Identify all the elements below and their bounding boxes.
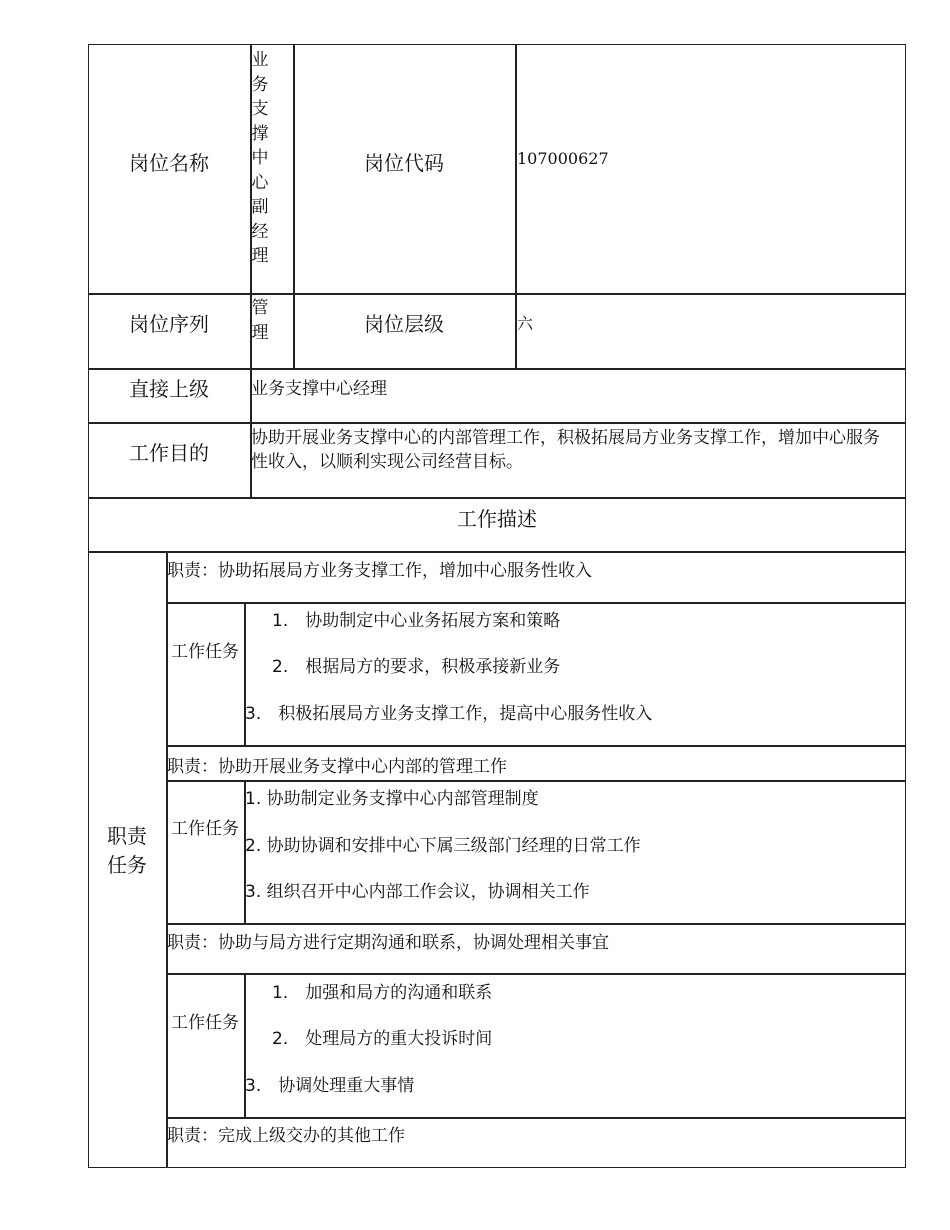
row-divider	[166, 602, 906, 604]
duty-1-task-1: 1. 协助制定中心业务拓展方案和策略	[272, 611, 561, 631]
position-name-label: 岗位名称	[129, 151, 209, 175]
row-divider	[166, 780, 906, 782]
supervisor-label: 直接上级	[129, 377, 209, 401]
row-divider	[88, 551, 906, 553]
supervisor-value: 业务支撑中心经理	[251, 379, 387, 399]
description-title: 工作描述	[457, 507, 537, 531]
duty-2-task-3: 3. 组织召开中心内部工作会议，协调相关工作	[245, 882, 590, 902]
duty-2-tasks-label: 工作任务	[171, 819, 239, 839]
duty-3-task-1: 1. 加强和局方的沟通和联系	[272, 983, 493, 1003]
position-name-value: 业务支撑中心副经理	[251, 50, 269, 266]
column-divider	[244, 602, 246, 746]
position-level-label: 岗位层级	[364, 312, 444, 336]
row-divider	[166, 1117, 906, 1119]
duty-1: 职责：协助拓展局方业务支撑工作，增加中心服务性收入	[167, 561, 592, 581]
row-divider	[88, 422, 906, 424]
duty-2-task-2: 2. 协助协调和安排中心下属三级部门经理的日常工作	[245, 836, 641, 856]
position-series-value: 管理	[251, 298, 269, 343]
duty-3-task-3: 3. 协调处理重大事情	[245, 1076, 415, 1096]
row-divider	[166, 745, 906, 747]
duty-3-tasks-label: 工作任务	[171, 1013, 239, 1033]
duty-2-task-1: 1. 协助制定业务支撑中心内部管理制度	[245, 789, 539, 809]
duty-1-task-2: 2. 根据局方的要求，积极承接新业务	[272, 657, 561, 677]
position-series-label: 岗位序列	[129, 312, 209, 336]
purpose-label: 工作目的	[129, 441, 209, 465]
row-divider	[88, 368, 906, 370]
duty-3-task-2: 2. 处理局方的重大投诉时间	[272, 1029, 493, 1049]
row-divider	[166, 923, 906, 925]
duties-label: 职责任务	[107, 824, 147, 877]
row-divider	[88, 497, 906, 499]
row-divider	[166, 973, 906, 975]
duty-1-tasks-label: 工作任务	[171, 642, 239, 662]
position-code-label: 岗位代码	[364, 151, 444, 175]
purpose-value: 协助开展业务支撑中心的内部管理工作，积极拓展局方业务支撑工作，增加中心服务性收入，以顺利实现公司经营目标。	[251, 428, 880, 472]
position-code-value: 107000627	[517, 149, 609, 168]
duty-1-task-3: 3. 积极拓展局方业务支撑工作，提高中心服务性收入	[245, 704, 653, 724]
row-divider	[88, 293, 906, 295]
position-level-value: 六	[517, 314, 534, 333]
column-divider	[244, 973, 246, 1118]
duty-2: 职责：协助开展业务支撑中心内部的管理工作	[167, 757, 507, 777]
duty-3: 职责：协助与局方进行定期沟通和联系，协调处理相关事宜	[167, 933, 609, 953]
duty-4: 职责：完成上级交办的其他工作	[167, 1126, 405, 1146]
